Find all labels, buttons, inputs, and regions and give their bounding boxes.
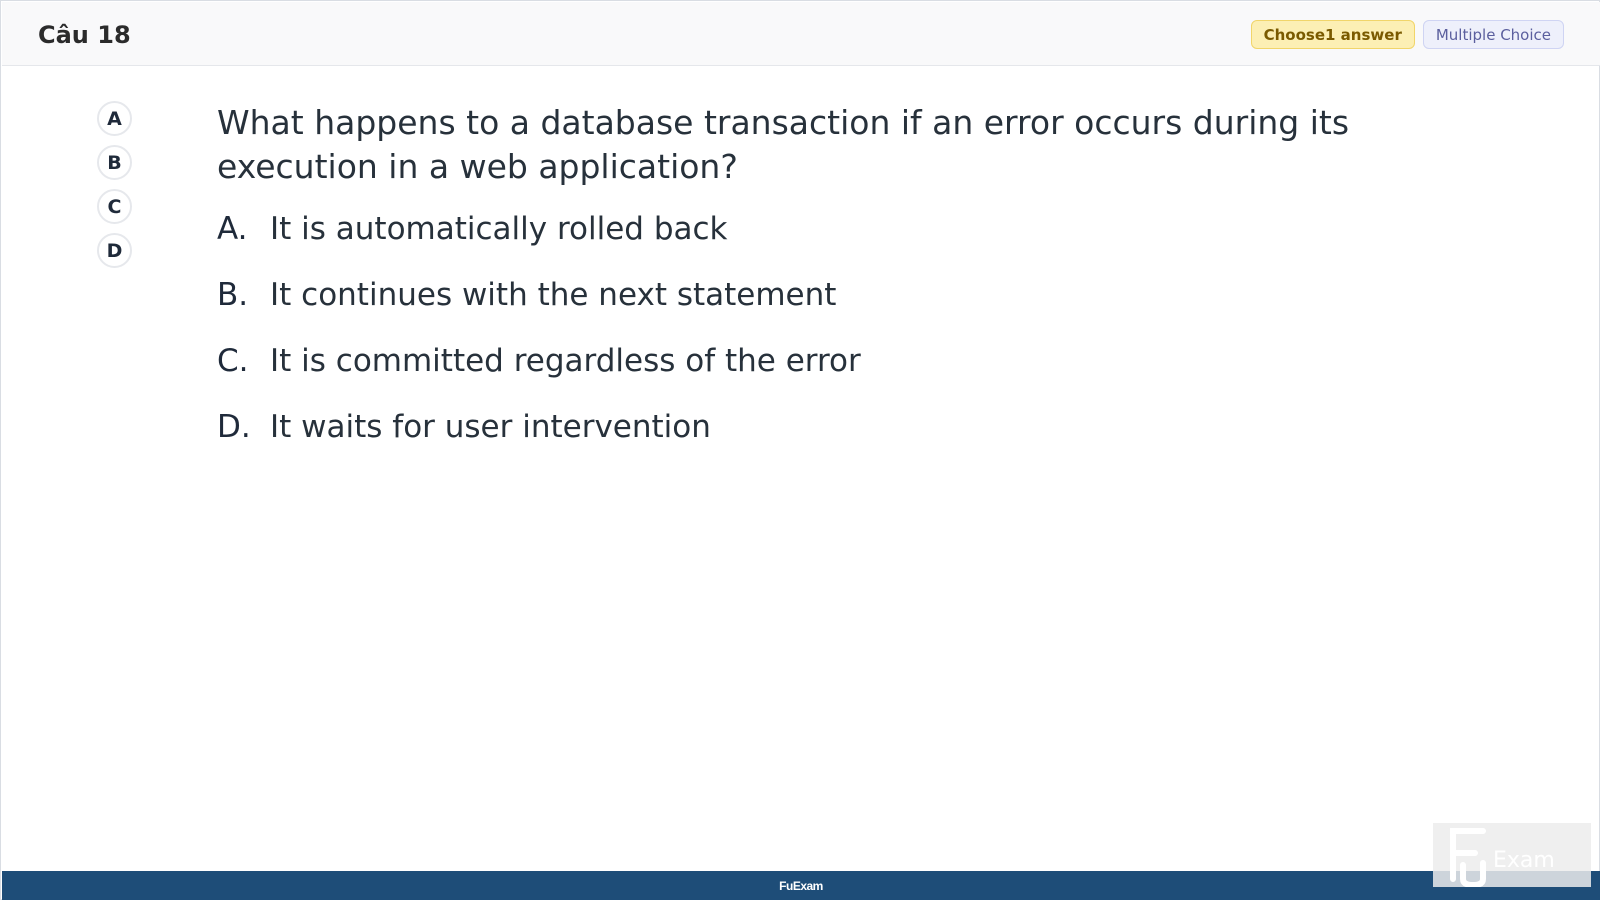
option-c[interactable] bbox=[217, 343, 861, 409]
answer-button-d[interactable]: D bbox=[97, 233, 132, 268]
answer-selector bbox=[97, 101, 132, 268]
option-text: It is committed regardless of the error bbox=[270, 343, 861, 379]
fuexam-logo-icon bbox=[1433, 823, 1591, 887]
fuexam-logo-watermark bbox=[1433, 823, 1591, 887]
answer-button-b[interactable]: B bbox=[97, 145, 132, 180]
question-type-badge: Multiple Choice bbox=[1423, 20, 1564, 49]
option-text: It is automatically rolled back bbox=[270, 211, 728, 247]
footer-brand: FuExam bbox=[779, 878, 823, 893]
footer-bar bbox=[2, 871, 1600, 900]
option-b[interactable] bbox=[217, 277, 861, 343]
option-letter: C. bbox=[217, 343, 249, 379]
option-letter: A. bbox=[217, 211, 248, 247]
option-text: It continues with the next statement bbox=[270, 277, 837, 313]
option-letter: D. bbox=[217, 409, 251, 445]
option-letter: B. bbox=[217, 277, 249, 313]
option-text: It waits for user intervention bbox=[270, 409, 711, 445]
header-badges bbox=[1251, 20, 1564, 49]
question-text: What happens to a database transaction if an error occurs during its execution in a web application? bbox=[217, 103, 1350, 186]
question-number-title: Câu 18 bbox=[38, 21, 131, 49]
choose-answer-badge: Choose1 answer bbox=[1251, 20, 1415, 49]
option-d[interactable] bbox=[217, 409, 861, 475]
question-header bbox=[2, 2, 1600, 66]
svg-text:Exam: Exam bbox=[1493, 848, 1555, 873]
option-a[interactable] bbox=[217, 211, 861, 277]
answer-button-c[interactable]: C bbox=[97, 189, 132, 224]
options-list bbox=[217, 211, 861, 475]
answer-button-a[interactable]: A bbox=[97, 101, 132, 136]
